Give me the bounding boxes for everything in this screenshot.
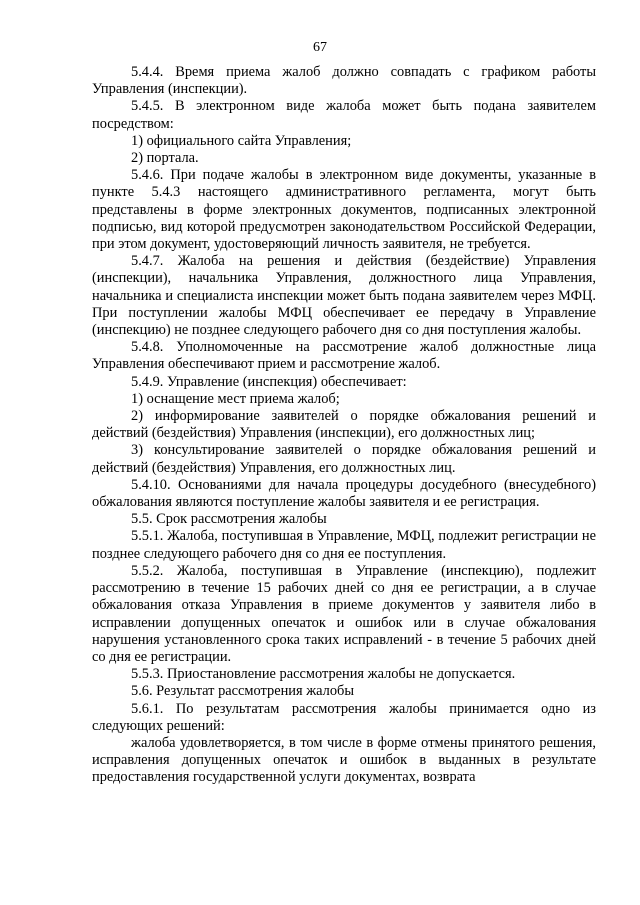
document-body: [92, 64, 596, 787]
paragraph-5-4-5: 5.4.5. В электронном виде жалоба может быть подана заявителем посредством:: [92, 98, 596, 132]
paragraph-5-4-9: 5.4.9. Управление (инспекция) обеспечивает:: [131, 373, 407, 390]
paragraph-5-5-3: 5.5.3. Приостановление рассмотрения жалобы не допускается.: [131, 666, 516, 683]
paragraph-5-4-4: 5.4.4. Время приема жалоб должно совпадать с графиком работы Управления (инспекции).: [92, 64, 596, 98]
paragraph-5-4-7: 5.4.7. Жалоба на решения и действия (бездействие) Управления (инспекции), начальника Управления, должностного лица Управления, начальника и специалиста инспекции может быть подана заявителем через МФЦ. При поступлении жалобы МФЦ обеспечивает ее передачу в Управление (инспекцию) не позднее следующего рабочего дня со дня поступления жалобы.: [92, 253, 596, 339]
list-item-portal: 2) портала.: [131, 150, 199, 167]
page-number: 67: [313, 40, 327, 55]
paragraph-5-4-6: 5.4.6. При подаче жалобы в электронном виде документы, указанные в пункте 5.4.3 настоящего административного регламента, могут быть представлены в форме электронных документов, подписанных электронной подписью, вид которой предусмотрен законодательством Российской Федерации, при этом документ, удостоверяющий личность заявителя, не требуется.: [92, 167, 596, 253]
paragraph-complaint-satisfied: жалоба удовлетворяется, в том числе в форме отмены принятого решения, исправления допущенных опечаток и ошибок в выданных в результате предоставления государственной услуги документах, возврата: [92, 734, 596, 786]
list-item-official-site: 1) официального сайта Управления;: [131, 132, 352, 149]
section-heading-5-5: 5.5. Срок рассмотрения жалобы: [131, 511, 327, 528]
paragraph-5-4-10: 5.4.10. Основаниями для начала процедуры досудебного (внесудебного) обжалования являются поступление жалобы заявителя и ее регистрация.: [92, 476, 596, 511]
paragraph-5-4-8: 5.4.8. Уполномоченные на рассмотрение жалоб должностные лица Управления обеспечивают прием и рассмотрение жалоб.: [92, 339, 596, 373]
section-heading-5-6: 5.6. Результат рассмотрения жалобы: [131, 683, 355, 700]
paragraph-5-5-1: 5.5.1. Жалоба, поступившая в Управление, МФЦ, подлежит регистрации не позднее следующего рабочего дня со дня ее поступления.: [92, 528, 596, 562]
paragraph-5-5-2: 5.5.2. Жалоба, поступившая в Управление (инспекцию), подлежит рассмотрению в течение 15 рабочих дней со дня ее регистрации, а в случае обжалования отказа Управления в приеме документов у заявителя либо в исправлении допущенных опечаток и ошибок или в случае обжалования нарушения установленного срока таких исправлений - в течение 5 рабочих дней со дня ее регистрации.: [92, 562, 596, 665]
list-item-consulting: 3) консультирование заявителей о порядке обжалования решений и действий (бездействия) Управления, его должностных лиц.: [92, 442, 596, 476]
paragraph-5-6-1: 5.6.1. По результатам рассмотрения жалобы принимается одно из следующих решений:: [92, 700, 596, 734]
list-item-equipment: 1) оснащение мест приема жалоб;: [131, 390, 340, 407]
list-item-informing: 2) информирование заявителей о порядке обжалования решений и действий (бездействия) Управления (инспекции), его должностных лиц;: [92, 408, 596, 442]
